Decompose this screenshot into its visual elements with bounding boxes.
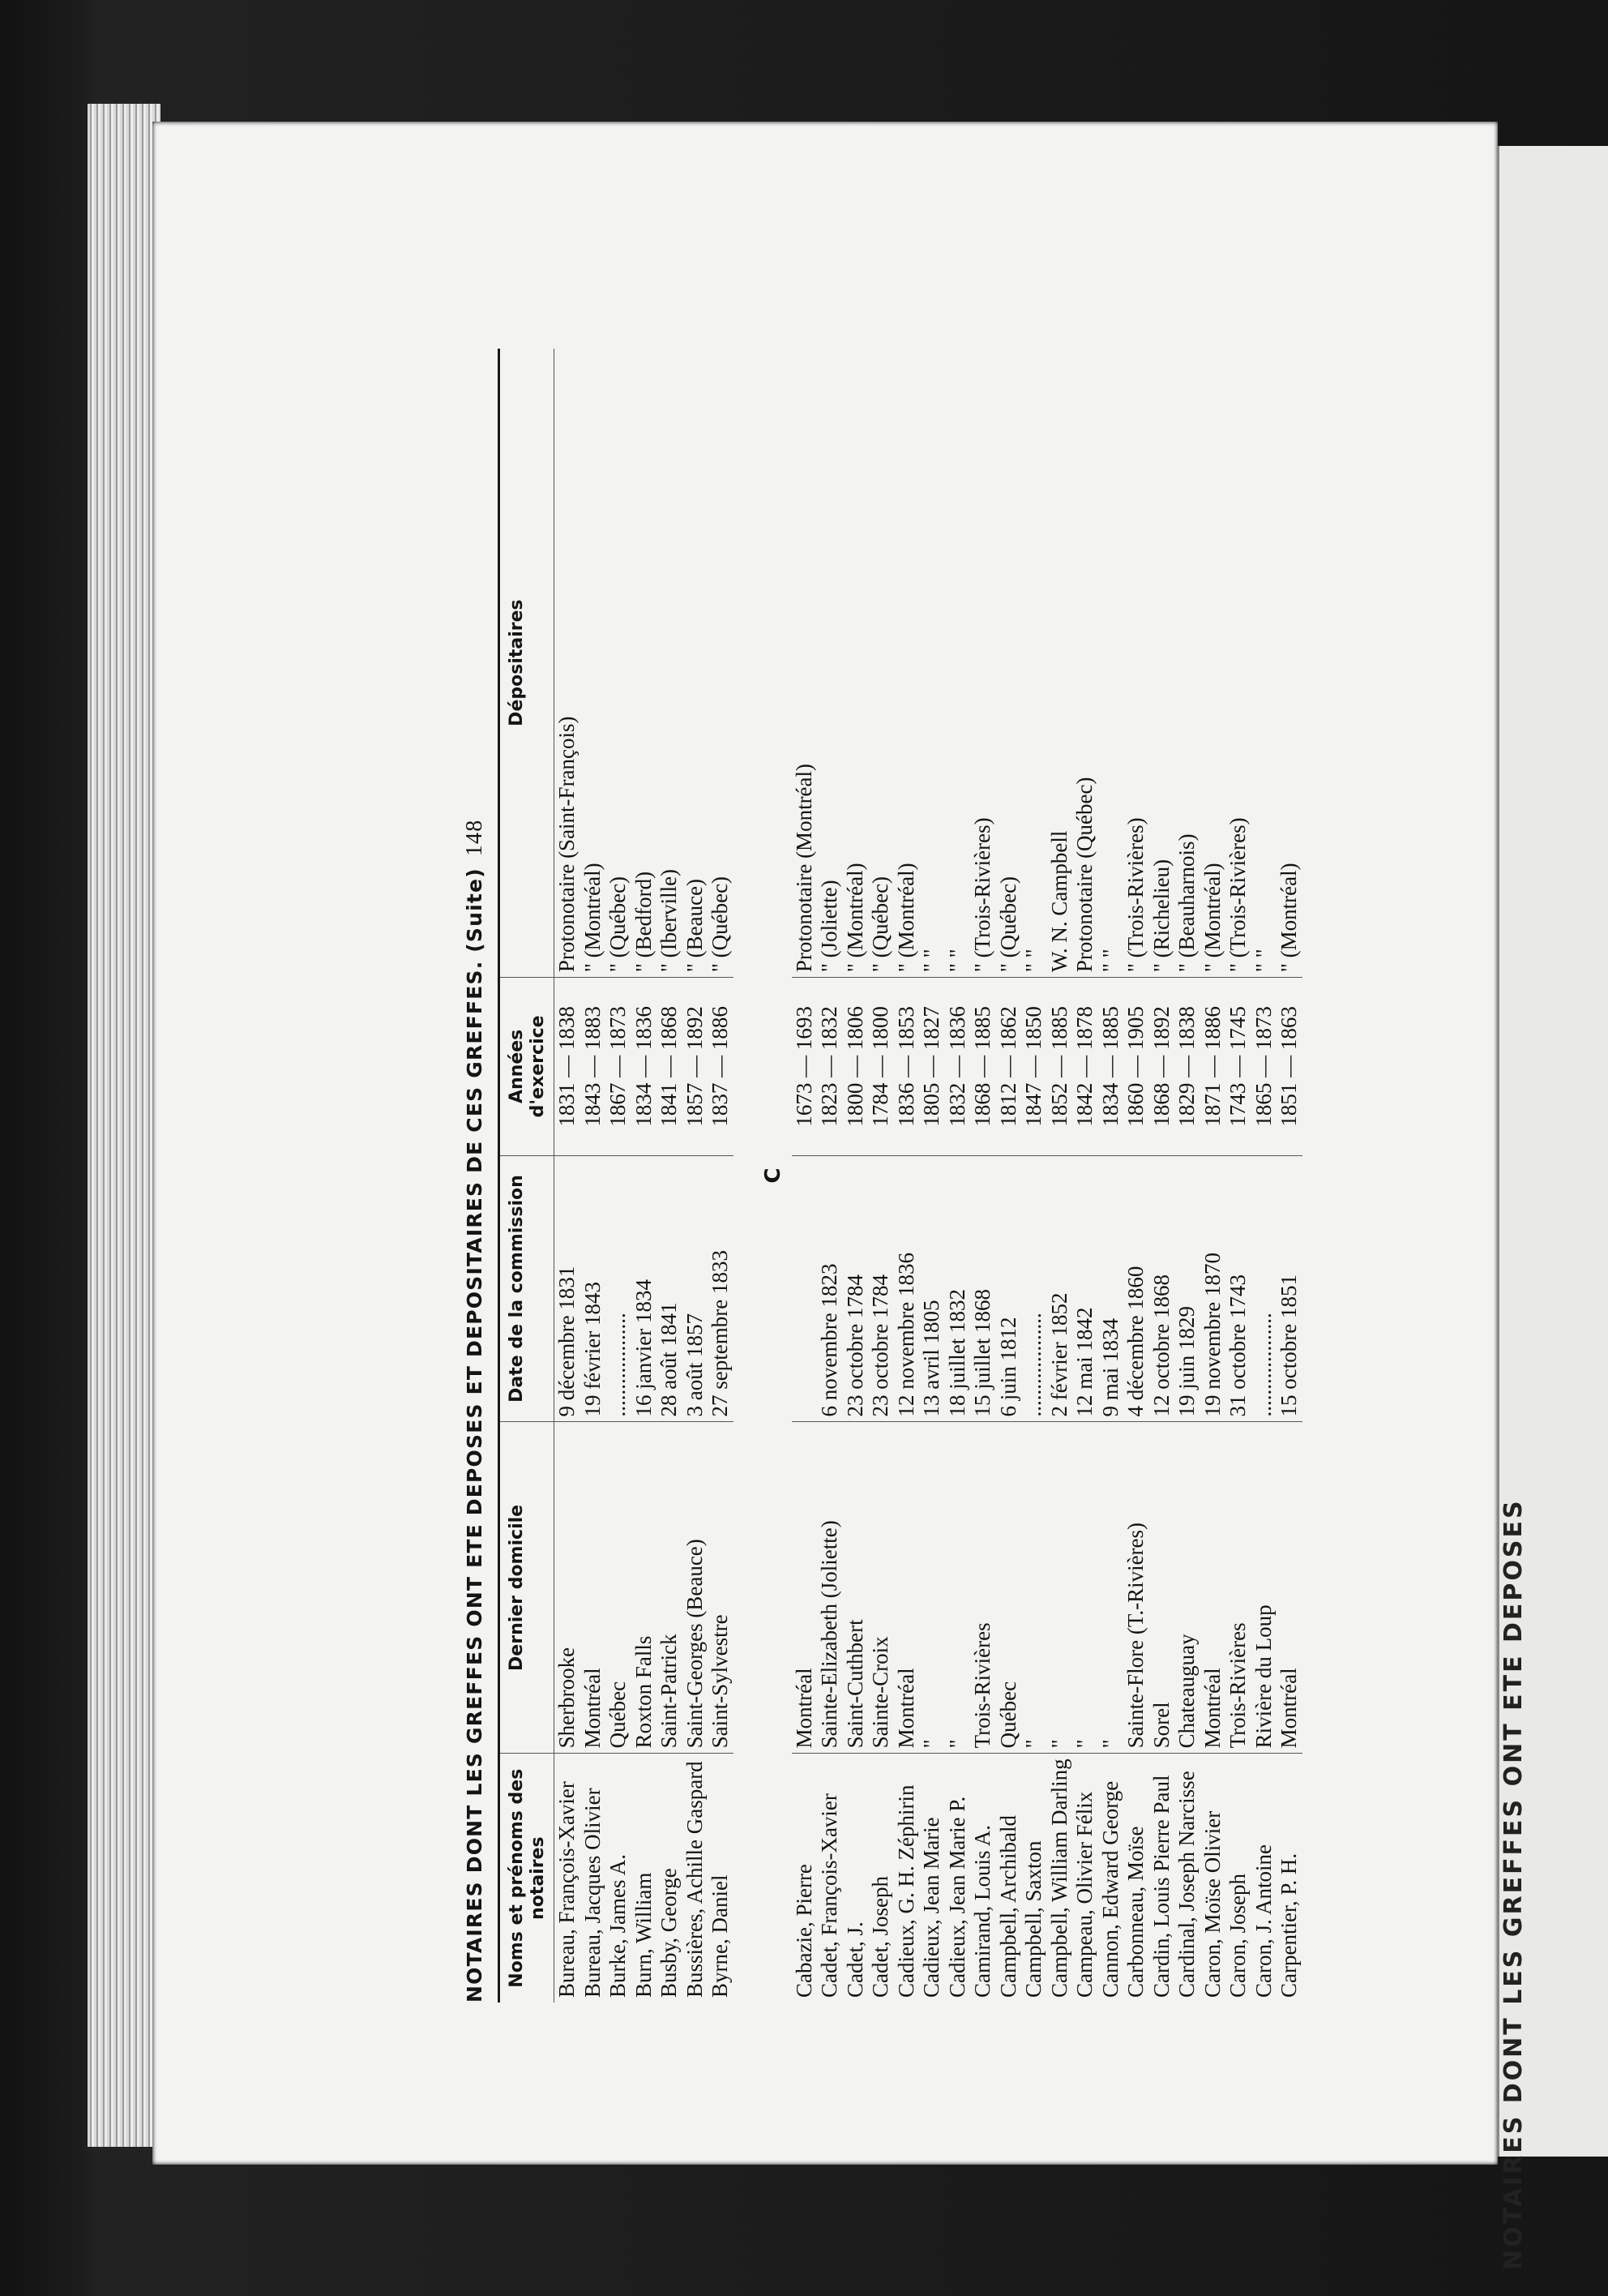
header-commission: Date de la commission bbox=[499, 1155, 554, 1422]
cell-years: 1837 — 1886 bbox=[708, 978, 733, 1155]
cell-depositaire: " (Québec) bbox=[868, 349, 894, 978]
table-row bbox=[1277, 349, 1302, 2003]
cell-depositaire: " (Beauce) bbox=[682, 349, 708, 978]
cell-depositaire: " " bbox=[1098, 349, 1124, 978]
cell-commission: 12 octobre 1868 bbox=[1149, 1155, 1175, 1422]
cell-domicile: " bbox=[945, 1422, 971, 1754]
cell-commission: 18 juillet 1832 bbox=[945, 1155, 971, 1422]
cell-commission: 12 mai 1842 bbox=[1072, 1155, 1098, 1422]
cell-years: 1834 — 1885 bbox=[1098, 978, 1124, 1155]
table-row bbox=[1123, 349, 1149, 2003]
cell-years: 1871 — 1886 bbox=[1200, 978, 1226, 1155]
cell-name: Bureau, Jacques Olivier bbox=[579, 1788, 605, 1998]
cell-commission: 6 juin 1812 bbox=[996, 1155, 1022, 1422]
table-row bbox=[970, 349, 996, 2003]
page-number: 148 bbox=[462, 819, 487, 857]
cell-name: Cardinal, Joseph Narcisse bbox=[1174, 1771, 1199, 1998]
cell-depositaire: " " bbox=[919, 349, 945, 978]
cell-name: Camirand, Louis A. bbox=[970, 1825, 994, 1998]
cell-commission: 19 novembre 1870 bbox=[1200, 1155, 1226, 1422]
cell-name: Burke, James A. bbox=[605, 1854, 630, 1998]
cell-domicile: Sainte-Flore (T.-Rivières) bbox=[1123, 1422, 1149, 1754]
table-row bbox=[554, 349, 580, 2003]
table-row bbox=[996, 349, 1022, 2003]
table-row bbox=[656, 349, 682, 2003]
table-row bbox=[868, 349, 894, 2003]
spacer-row bbox=[733, 349, 756, 2003]
table-row bbox=[1098, 349, 1124, 2003]
cell-name: Cannon, Edward George bbox=[1097, 1780, 1123, 1998]
cell-commission: 23 octobre 1784 bbox=[843, 1155, 869, 1422]
cell-depositaire: " (Québec) bbox=[708, 349, 733, 978]
cell-domicile: Montréal bbox=[792, 1422, 818, 1754]
rotated-page-content bbox=[462, 349, 1386, 2003]
cell-domicile: Roxton Falls bbox=[631, 1422, 657, 1754]
cell-domicile: Saint-Cuthbert bbox=[843, 1422, 869, 1754]
cell-commission: 4 décembre 1860 bbox=[1123, 1155, 1149, 1422]
cell-depositaire: " (Iberville) bbox=[656, 349, 682, 978]
cell-commission: ................... bbox=[605, 1155, 631, 1422]
table-row bbox=[1072, 349, 1098, 2003]
cell-years: 1860 — 1905 bbox=[1123, 978, 1149, 1155]
cell-years: 1832 — 1836 bbox=[945, 978, 971, 1155]
cell-name: Campbell, Archibald bbox=[995, 1815, 1020, 1998]
cell-name: Byrne, Daniel bbox=[708, 1874, 732, 1998]
cell-years: 1800 — 1806 bbox=[843, 978, 869, 1155]
cell-years: 1831 — 1838 bbox=[554, 978, 580, 1155]
cell-name: Busby, George bbox=[656, 1868, 681, 1998]
cell-years: 1851 — 1863 bbox=[1277, 978, 1302, 1155]
cell-commission: 2 février 1852 bbox=[1047, 1155, 1073, 1422]
cell-depositaire: " " bbox=[945, 349, 971, 978]
book-page-edges bbox=[88, 104, 160, 2147]
cell-commission: 13 avril 1805 bbox=[919, 1155, 945, 1422]
cell-domicile: " bbox=[1021, 1422, 1047, 1754]
cell-depositaire: " " bbox=[1251, 349, 1277, 978]
table-row bbox=[945, 349, 971, 2003]
cell-years: 1868 — 1885 bbox=[970, 978, 996, 1155]
section-letter-row bbox=[756, 349, 792, 2003]
cell-domicile: Montréal bbox=[580, 1422, 606, 1754]
cell-depositaire: " (Montréal) bbox=[1200, 349, 1226, 978]
cell-commission: 9 décembre 1831 bbox=[554, 1155, 580, 1422]
cell-depositaire: " (Trois-Rivières) bbox=[970, 349, 996, 978]
cell-depositaire: " (Montréal) bbox=[1277, 349, 1302, 978]
cell-name: Caron, J. Antoine bbox=[1251, 1844, 1276, 1998]
table-row bbox=[605, 349, 631, 2003]
cell-commission: 31 octobre 1743 bbox=[1225, 1155, 1251, 1422]
cell-domicile: Québec bbox=[605, 1422, 631, 1754]
facing-page-heading: NOTAIRES DONT LES GREFFES ONT ETE DEPOSES bbox=[1499, 1498, 1528, 2270]
cell-depositaire: Protonotaire (Montréal) bbox=[792, 349, 818, 978]
cell-domicile: Saint-Sylvestre bbox=[708, 1422, 733, 1754]
cell-years: 1852 — 1885 bbox=[1047, 978, 1073, 1155]
cell-commission: 19 juin 1829 bbox=[1174, 1155, 1200, 1422]
cell-depositaire: " (Montréal) bbox=[894, 349, 920, 978]
section-letter: C bbox=[760, 1167, 785, 1184]
cell-name: Caron, Moïse Olivier bbox=[1200, 1810, 1225, 1998]
cell-domicile: Sainte-Elizabeth (Joliette) bbox=[817, 1422, 843, 1754]
cell-depositaire: " (Joliette) bbox=[817, 349, 843, 978]
cell-domicile: Montréal bbox=[1200, 1422, 1226, 1754]
cell-years: 1812 — 1862 bbox=[996, 978, 1022, 1155]
cell-domicile: " bbox=[1072, 1422, 1098, 1754]
cell-years: 1857 — 1892 bbox=[682, 978, 708, 1155]
cell-years: 1868 — 1892 bbox=[1149, 978, 1175, 1155]
cell-commission: 3 août 1857 bbox=[682, 1155, 708, 1422]
cell-commission: 12 novembre 1836 bbox=[894, 1155, 920, 1422]
cell-name: Caron, Joseph bbox=[1225, 1874, 1250, 1998]
cell-name: Cadieux, Jean Marie P. bbox=[944, 1796, 969, 1998]
cell-depositaire: " " bbox=[1021, 349, 1047, 978]
cell-years: 1673 — 1693 bbox=[792, 978, 818, 1155]
table-row bbox=[792, 349, 818, 2003]
cell-years: 1743 — 1745 bbox=[1225, 978, 1251, 1155]
cell-name: Cardin, Louis Pierre Paul bbox=[1148, 1775, 1174, 1998]
table-row bbox=[1251, 349, 1277, 2003]
cell-name: Carpentier, P. H. bbox=[1277, 1853, 1301, 1998]
cell-commission: ................... bbox=[1251, 1155, 1277, 1422]
cell-depositaire: Protonotaire (Québec) bbox=[1072, 349, 1098, 978]
title-text: NOTAIRES DONT LES GREFFES ONT ETE DEPOSES ET DEPOSITAIRES DE CES GREFFES. (Suite) bbox=[463, 867, 486, 2003]
cell-domicile: " bbox=[919, 1422, 945, 1754]
header-name: Noms et prénoms des notaires bbox=[499, 1754, 554, 2003]
table-body bbox=[554, 349, 1302, 2003]
cell-commission bbox=[792, 1155, 818, 1422]
table-row bbox=[682, 349, 708, 2003]
cell-commission: 19 février 1843 bbox=[580, 1155, 606, 1422]
cell-domicile: Québec bbox=[996, 1422, 1022, 1754]
cell-domicile: Sherbrooke bbox=[554, 1422, 580, 1754]
cell-name: Campbell, Saxton bbox=[1021, 1840, 1046, 1998]
table-row bbox=[1047, 349, 1073, 2003]
cell-commission: 23 octobre 1784 bbox=[868, 1155, 894, 1422]
cell-depositaire: " (Richelieu) bbox=[1149, 349, 1175, 978]
cell-depositaire: " (Beauharnois) bbox=[1174, 349, 1200, 978]
cell-years: 1823 — 1832 bbox=[817, 978, 843, 1155]
cell-depositaire: " (Québec) bbox=[605, 349, 631, 978]
table-row bbox=[708, 349, 733, 2003]
cell-domicile: Montréal bbox=[1277, 1422, 1302, 1754]
table-row bbox=[1174, 349, 1200, 2003]
cell-name: Cadet, François-Xavier bbox=[817, 1793, 841, 1998]
cell-years: 1847 — 1850 bbox=[1021, 978, 1047, 1155]
cell-commission: 28 août 1841 bbox=[656, 1155, 682, 1422]
cell-years: 1784 — 1800 bbox=[868, 978, 894, 1155]
cell-years: 1829 — 1838 bbox=[1174, 978, 1200, 1155]
cell-domicile: Saint-Patrick bbox=[656, 1422, 682, 1754]
cell-commission: 15 octobre 1851 bbox=[1277, 1155, 1302, 1422]
cell-domicile: Sainte-Croix bbox=[868, 1422, 894, 1754]
table-row bbox=[894, 349, 920, 2003]
cell-years: 1865 — 1873 bbox=[1251, 978, 1277, 1155]
cell-depositaire: " (Trois-Rivières) bbox=[1225, 349, 1251, 978]
cell-name: Campeau, Olivier Félix bbox=[1072, 1791, 1097, 1998]
cell-commission: 6 novembre 1823 bbox=[817, 1155, 843, 1422]
cell-domicile: Sorel bbox=[1149, 1422, 1175, 1754]
cell-name: Carbonneau, Moïse bbox=[1123, 1826, 1148, 1998]
cell-domicile: " bbox=[1098, 1422, 1124, 1754]
cell-commission: 9 mai 1834 bbox=[1098, 1155, 1124, 1422]
cell-name: Burn, William bbox=[631, 1872, 656, 1998]
table-row bbox=[1149, 349, 1175, 2003]
header-domicile: Dernier domicile bbox=[499, 1422, 554, 1754]
notaires-table bbox=[498, 349, 1302, 2003]
cell-domicile: Saint-Georges (Beauce) bbox=[682, 1422, 708, 1754]
header-years: Années d'exercice bbox=[499, 978, 554, 1155]
cell-name: Bureau, François-Xavier bbox=[554, 1781, 579, 1998]
cell-domicile: Trois-Rivières bbox=[1225, 1422, 1251, 1754]
cell-domicile: " bbox=[1047, 1422, 1073, 1754]
table-row bbox=[1225, 349, 1251, 2003]
header-depositaires: Dépositaires bbox=[499, 349, 554, 978]
page-title bbox=[462, 349, 498, 2003]
cell-domicile: Rivière du Loup bbox=[1251, 1422, 1277, 1754]
cell-name: Cadieux, G. H. Zéphirin bbox=[893, 1784, 918, 1998]
cell-years: 1834 — 1836 bbox=[631, 978, 657, 1155]
cell-domicile: Trois-Rivières bbox=[970, 1422, 996, 1754]
cell-commission: ................... bbox=[1021, 1155, 1047, 1422]
cell-depositaire: " (Québec) bbox=[996, 349, 1022, 978]
cell-name: Bussières, Achille Gaspard bbox=[682, 1761, 707, 1998]
table-row bbox=[1021, 349, 1047, 2003]
cell-commission: 15 juillet 1868 bbox=[970, 1155, 996, 1422]
cell-depositaire: W. N. Campbell bbox=[1047, 349, 1073, 978]
table-row bbox=[1200, 349, 1226, 2003]
cell-name: Campbell, William Darling bbox=[1046, 1758, 1071, 1998]
cell-name: Cadieux, Jean Marie bbox=[919, 1817, 943, 1998]
cell-commission: 16 janvier 1834 bbox=[631, 1155, 657, 1422]
cell-domicile: Chateauguay bbox=[1174, 1422, 1200, 1754]
cell-commission: 27 septembre 1833 bbox=[708, 1155, 733, 1422]
cell-name: Cabazie, Pierre bbox=[791, 1864, 816, 1998]
cell-years: 1842 — 1878 bbox=[1072, 978, 1098, 1155]
cell-depositaire: " (Montréal) bbox=[843, 349, 869, 978]
cell-domicile: Montréal bbox=[894, 1422, 920, 1754]
cell-depositaire: " (Montréal) bbox=[580, 349, 606, 978]
table-row bbox=[580, 349, 606, 2003]
table-row bbox=[817, 349, 843, 2003]
cell-years: 1843 — 1883 bbox=[580, 978, 606, 1155]
table-header-row bbox=[499, 349, 554, 2003]
cell-years: 1836 — 1853 bbox=[894, 978, 920, 1155]
cell-years: 1867 — 1873 bbox=[605, 978, 631, 1155]
cell-name: Cadet, J. bbox=[842, 1921, 867, 1998]
cell-years: 1841 — 1868 bbox=[656, 978, 682, 1155]
table-row bbox=[919, 349, 945, 2003]
table-row bbox=[631, 349, 657, 2003]
cell-name: Cadet, Joseph bbox=[868, 1876, 892, 1998]
table-row bbox=[843, 349, 869, 2003]
cell-depositaire: Protonotaire (Saint-François) bbox=[554, 349, 580, 978]
cell-depositaire: " (Bedford) bbox=[631, 349, 657, 978]
cell-years: 1805 — 1827 bbox=[919, 978, 945, 1155]
cell-depositaire: " (Trois-Rivières) bbox=[1123, 349, 1149, 978]
